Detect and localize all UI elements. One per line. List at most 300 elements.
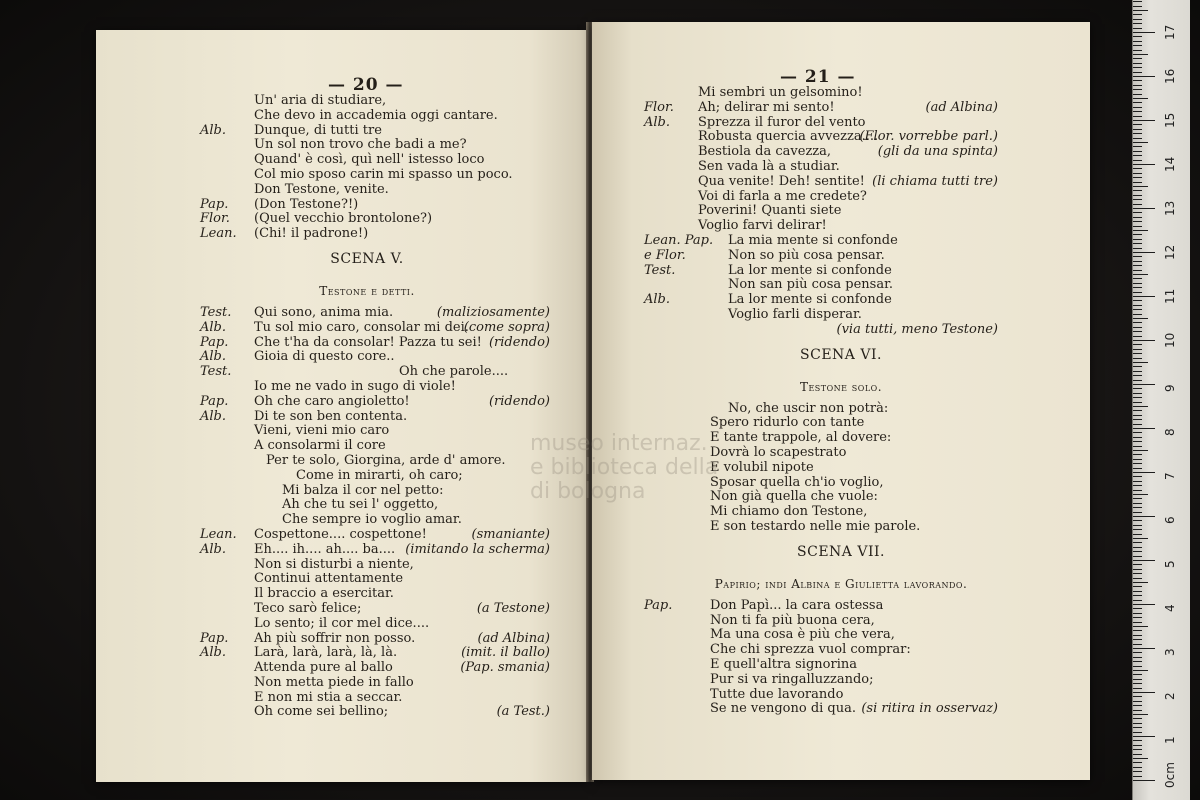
ruler-tick bbox=[1133, 256, 1142, 257]
verse-line bbox=[592, 190, 1090, 205]
ruler-label: 15 bbox=[1163, 112, 1177, 128]
stage-direction: (come sopra) bbox=[463, 319, 550, 335]
verse-text: Voi di farla a me credete? bbox=[698, 188, 867, 204]
stage-direction: (ridendo) bbox=[488, 393, 550, 409]
verse-line bbox=[96, 602, 588, 617]
verse-text: La lor mente si confonde bbox=[728, 292, 892, 308]
verse-text: Non si disturbi a niente, bbox=[254, 556, 414, 572]
verse-text: Cospettone.... cospettone! bbox=[254, 526, 427, 542]
speaker-name: Flor. bbox=[644, 99, 674, 115]
ruler-tick bbox=[1133, 459, 1142, 460]
speaker-name: Pap. bbox=[200, 334, 229, 350]
verse-line bbox=[592, 101, 1090, 116]
ruler-tick bbox=[1133, 762, 1142, 763]
stage-direction: (li chiama tutti tre) bbox=[872, 173, 998, 189]
ruler-tick bbox=[1133, 454, 1142, 455]
verse-text: Se ne vengono di qua. bbox=[710, 701, 857, 717]
ruler-tick bbox=[1133, 714, 1148, 715]
verse-text: Col mio sposo carin mi spasso un poco. bbox=[254, 166, 513, 182]
ruler-tick bbox=[1133, 600, 1142, 601]
ruler-tick bbox=[1133, 230, 1148, 231]
ruler-tick bbox=[1133, 402, 1142, 403]
verse-text: Il braccio a esercitar. bbox=[254, 586, 394, 602]
ruler-tick bbox=[1133, 54, 1148, 55]
ruler-label: 2 bbox=[1163, 692, 1177, 700]
scene-heading: SCENA VII. bbox=[797, 543, 885, 560]
verse-line bbox=[592, 116, 1090, 131]
verse-text: E volubil nipote bbox=[710, 459, 814, 475]
ruler-tick bbox=[1133, 204, 1142, 205]
ruler-tick bbox=[1133, 239, 1142, 240]
verse-line bbox=[96, 632, 588, 647]
verse-text: Che devo in accademia oggi cantare. bbox=[254, 107, 498, 123]
speaker-name: Lean. bbox=[200, 526, 237, 542]
ruler-tick bbox=[1133, 679, 1142, 680]
ruler-tick bbox=[1133, 617, 1142, 618]
verse-text: Non già quella che vuole: bbox=[710, 489, 878, 505]
verse-line bbox=[96, 705, 588, 720]
verse-text: Ah che tu sei l' oggetto, bbox=[282, 497, 439, 513]
ruler-tick bbox=[1133, 89, 1142, 90]
ruler-tick bbox=[1133, 32, 1155, 33]
speaker-name: Pap. bbox=[200, 630, 229, 646]
stage-direction: (ad Albina) bbox=[925, 99, 998, 115]
verse-line bbox=[96, 168, 588, 183]
ruler-tick bbox=[1133, 292, 1142, 293]
speaker-name: Test. bbox=[644, 262, 676, 278]
verse-text: Bestiola da cavezza, bbox=[698, 144, 832, 160]
ruler-tick bbox=[1133, 102, 1142, 103]
speaker-name: Alb. bbox=[200, 349, 226, 365]
scene-characters: Papirio; indi Albina e Giulietta lavorando. bbox=[714, 576, 968, 591]
ruler-tick bbox=[1133, 168, 1142, 169]
verse-line bbox=[96, 484, 588, 499]
ruler-label: 9 bbox=[1163, 384, 1177, 392]
verse-line bbox=[96, 587, 588, 602]
verse-line bbox=[592, 416, 1090, 431]
stage-direction: (Flor. vorrebbe parl.) bbox=[859, 129, 998, 145]
verse-line bbox=[96, 395, 588, 410]
verse-line bbox=[96, 410, 588, 425]
ruler-tick bbox=[1133, 67, 1142, 68]
left-page-text bbox=[96, 94, 588, 720]
verse-text: Oh che parole.... bbox=[399, 364, 509, 380]
verse-text: Non so più cosa pensar. bbox=[728, 247, 885, 263]
verse-line bbox=[96, 676, 588, 691]
ruler-tick bbox=[1133, 6, 1142, 7]
ruler-tick bbox=[1133, 604, 1155, 605]
ruler-tick bbox=[1133, 199, 1142, 200]
ruler-tick bbox=[1133, 362, 1148, 363]
ruler-tick bbox=[1133, 234, 1142, 235]
ruler-tick bbox=[1133, 688, 1142, 689]
stage-direction: (gli da una spinta) bbox=[877, 144, 998, 160]
ruler-label: 8 bbox=[1163, 428, 1177, 436]
ruler-tick bbox=[1133, 648, 1155, 649]
ruler-tick bbox=[1133, 124, 1142, 125]
speaker-name: Lean. bbox=[200, 226, 237, 242]
ruler-tick bbox=[1133, 547, 1142, 548]
ruler-tick bbox=[1133, 674, 1142, 675]
ruler-tick bbox=[1133, 630, 1142, 631]
verse-line bbox=[592, 643, 1090, 658]
verse-line bbox=[96, 572, 588, 587]
verse-line bbox=[592, 145, 1090, 160]
ruler-tick bbox=[1133, 182, 1142, 183]
ruler-label: 5 bbox=[1163, 560, 1177, 568]
verse-line bbox=[96, 227, 588, 242]
verse-text: Un' aria di studiare, bbox=[254, 93, 387, 108]
verse-text: (Quel vecchio brontolone?) bbox=[254, 211, 433, 227]
ruler-tick bbox=[1133, 498, 1142, 499]
ruler-tick bbox=[1133, 10, 1148, 11]
verse-text: Come in mirarti, oh caro; bbox=[296, 467, 463, 483]
ruler-tick bbox=[1133, 516, 1155, 517]
ruler-tick bbox=[1133, 507, 1142, 508]
verse-text: Oh che caro angioletto! bbox=[254, 393, 410, 409]
verse-line bbox=[592, 130, 1090, 145]
verse-text: E tante trappole, al dovere: bbox=[710, 430, 892, 446]
ruler-tick bbox=[1133, 723, 1142, 724]
ruler-tick bbox=[1133, 14, 1142, 15]
verse-text: Di te son ben contenta. bbox=[254, 408, 408, 424]
ruler-label: 4 bbox=[1163, 604, 1177, 612]
ruler-tick bbox=[1133, 212, 1142, 213]
verse-text: Tu sol mio caro, consolar mi dei. bbox=[254, 319, 469, 335]
verse-text: Qui sono, anima mia. bbox=[254, 304, 394, 320]
ruler-tick bbox=[1133, 358, 1142, 359]
verse-line bbox=[96, 513, 588, 528]
ruler-tick bbox=[1133, 296, 1155, 297]
ruler-tick bbox=[1133, 380, 1142, 381]
verse-line bbox=[96, 350, 588, 365]
ruler-tick bbox=[1133, 221, 1142, 222]
ruler-tick bbox=[1133, 529, 1142, 530]
ruler-tick bbox=[1133, 542, 1142, 543]
ruler-tick bbox=[1133, 160, 1142, 161]
ruler-tick bbox=[1133, 208, 1155, 209]
ruler-label: 7 bbox=[1163, 472, 1177, 480]
verse-line bbox=[592, 234, 1090, 249]
stage-direction: (smaniante) bbox=[471, 526, 550, 542]
ruler-tick bbox=[1133, 692, 1155, 693]
verse-line bbox=[96, 365, 588, 380]
ruler-tick bbox=[1133, 556, 1142, 557]
ruler-tick bbox=[1133, 133, 1142, 134]
verse-text: (Don Testone?!) bbox=[254, 196, 359, 212]
speaker-name: Alb. bbox=[200, 319, 226, 335]
verse-line bbox=[96, 380, 588, 395]
ruler-tick bbox=[1133, 595, 1142, 596]
verse-line bbox=[96, 661, 588, 676]
verse-text: Pur si va ringalluzzando; bbox=[710, 671, 874, 687]
verse-text: Io me ne vado in sugo di viole! bbox=[254, 378, 456, 394]
ruler-tick bbox=[1133, 780, 1155, 781]
stage-direction: (a Test.) bbox=[496, 704, 550, 720]
verse-line bbox=[96, 558, 588, 573]
ruler-tick bbox=[1133, 248, 1142, 249]
verse-text: E son testardo nelle mie parole. bbox=[710, 518, 921, 534]
scene-heading: SCENA V. bbox=[330, 250, 404, 267]
ruler-label: 16 bbox=[1163, 68, 1177, 84]
speaker-name: Alb. bbox=[200, 541, 226, 557]
ruler-tick bbox=[1133, 331, 1142, 332]
ruler-tick bbox=[1133, 217, 1142, 218]
ruler-tick bbox=[1133, 591, 1142, 592]
ruler-tick bbox=[1133, 534, 1142, 535]
ruler-tick bbox=[1133, 305, 1142, 306]
verse-line bbox=[96, 198, 588, 213]
ruler-tick bbox=[1133, 406, 1148, 407]
verse-line bbox=[96, 153, 588, 168]
ruler-tick bbox=[1133, 771, 1142, 772]
verse-text: Un sol non trovo che badi a me? bbox=[254, 137, 467, 153]
ruler-tick bbox=[1133, 745, 1142, 746]
verse-text: Mi sembri un gelsomino! bbox=[698, 85, 863, 100]
ruler-tick bbox=[1133, 463, 1142, 464]
ruler-tick bbox=[1133, 173, 1142, 174]
verse-line bbox=[96, 212, 588, 227]
ruler-tick bbox=[1133, 344, 1142, 345]
ruler-tick bbox=[1133, 138, 1142, 139]
ruler-tick bbox=[1133, 28, 1142, 29]
ruler-tick bbox=[1133, 481, 1142, 482]
ruler-tick bbox=[1133, 116, 1142, 117]
ruler-tick bbox=[1133, 151, 1142, 152]
ruler-tick bbox=[1133, 63, 1142, 64]
ruler-tick bbox=[1133, 186, 1148, 187]
ruler-tick bbox=[1133, 573, 1142, 574]
ruler-tick bbox=[1133, 270, 1142, 271]
verse-text: No, che uscir non potrà: bbox=[728, 400, 889, 416]
verse-text: Lo sento; il cor mel dice.... bbox=[254, 615, 430, 631]
watermark-line: e biblioteca della bbox=[530, 455, 719, 480]
ruler-tick bbox=[1133, 538, 1148, 539]
ruler-tick bbox=[1133, 551, 1142, 552]
ruler-label: 1 bbox=[1163, 736, 1177, 744]
speaker-name: Alb. bbox=[200, 645, 226, 661]
verse-line bbox=[96, 124, 588, 139]
verse-text: Non ti fa più buona cera, bbox=[710, 612, 875, 628]
ruler-tick bbox=[1133, 564, 1142, 565]
ruler-tick bbox=[1133, 652, 1142, 653]
ruler-tick bbox=[1133, 569, 1142, 570]
right-page-text bbox=[592, 86, 1090, 717]
verse-line bbox=[96, 528, 588, 543]
verse-text: La lor mente si confonde bbox=[728, 262, 892, 278]
ruler-tick bbox=[1133, 419, 1142, 420]
verse-text: A consolarmi il core bbox=[254, 438, 386, 454]
ruler-tick bbox=[1133, 437, 1142, 438]
verse-text: Gioia di questo core.. bbox=[254, 349, 395, 365]
ruler-tick bbox=[1133, 472, 1155, 473]
ruler-tick bbox=[1133, 50, 1142, 51]
ruler-tick bbox=[1133, 397, 1142, 398]
ruler-label: 17 bbox=[1163, 24, 1177, 40]
ruler-tick bbox=[1133, 252, 1155, 253]
verse-text: Eh.... ih.... ah.... ba.... bbox=[254, 541, 396, 557]
ruler-tick bbox=[1133, 80, 1142, 81]
ruler-tick bbox=[1133, 415, 1142, 416]
ruler-tick bbox=[1133, 696, 1142, 697]
ruler-tick bbox=[1133, 758, 1148, 759]
ruler-tick bbox=[1133, 94, 1142, 95]
verse-text: Attenda pure al ballo bbox=[254, 660, 393, 676]
verse-text: Spero ridurlo con tante bbox=[710, 415, 865, 431]
ruler-tick bbox=[1133, 476, 1142, 477]
verse-text: Mi balza il cor nel petto: bbox=[282, 482, 444, 498]
left-page bbox=[96, 30, 588, 782]
ruler-tick bbox=[1133, 718, 1142, 719]
verse-line bbox=[592, 219, 1090, 234]
verse-line bbox=[592, 628, 1090, 643]
verse-line bbox=[96, 336, 588, 351]
verse-text: Larà, larà, larà, là, là. bbox=[254, 645, 398, 661]
stage-direction: (Pap. smania) bbox=[460, 660, 550, 676]
ruler-tick bbox=[1133, 309, 1142, 310]
ruler-tick bbox=[1133, 503, 1142, 504]
verse-text: Oh come sei bellino; bbox=[254, 704, 389, 720]
speaker-name: Pap. bbox=[200, 196, 229, 212]
verse-line bbox=[96, 94, 588, 109]
verse-line bbox=[592, 175, 1090, 190]
ruler-tick bbox=[1133, 732, 1142, 733]
ruler-tick bbox=[1133, 512, 1142, 513]
speaker-name: Test. bbox=[200, 304, 232, 320]
verse-text: Sen vada là a studiar. bbox=[698, 158, 840, 174]
verse-line bbox=[592, 599, 1090, 614]
verse-line bbox=[592, 402, 1090, 417]
ruler-tick bbox=[1133, 490, 1142, 491]
page-number: — 21 — bbox=[780, 67, 856, 87]
ruler-tick bbox=[1133, 736, 1155, 737]
ruler-label: 6 bbox=[1163, 516, 1177, 524]
ruler-tick bbox=[1133, 710, 1142, 711]
ruler-tick bbox=[1133, 644, 1142, 645]
ruler-tick bbox=[1133, 666, 1142, 667]
verse-text: Qua venite! Deh! sentite! bbox=[698, 173, 865, 189]
ruler-tick bbox=[1133, 635, 1142, 636]
ruler-tick bbox=[1133, 670, 1148, 671]
ruler-label: 14 bbox=[1163, 156, 1177, 172]
ruler-tick bbox=[1133, 613, 1142, 614]
measuring-ruler bbox=[1132, 0, 1190, 800]
ruler-tick bbox=[1133, 441, 1142, 442]
ruler-tick bbox=[1133, 432, 1142, 433]
ruler-tick bbox=[1133, 371, 1142, 372]
verse-text: Per te solo, Giorgina, arde d' amore. bbox=[266, 452, 506, 468]
verse-line bbox=[96, 306, 588, 321]
verse-text: Quand' è così, quì nell' istesso loco bbox=[254, 152, 485, 168]
speaker-name: Test. bbox=[200, 364, 232, 380]
ruler-tick bbox=[1133, 314, 1142, 315]
ruler-tick bbox=[1133, 19, 1142, 20]
ruler-tick bbox=[1133, 578, 1142, 579]
ruler-label: 11 bbox=[1163, 288, 1177, 304]
verse-line bbox=[96, 617, 588, 632]
verse-line bbox=[592, 702, 1090, 717]
verse-line bbox=[96, 454, 588, 469]
verse-line bbox=[592, 520, 1090, 535]
verse-text: Poverini! Quanti siete bbox=[698, 203, 842, 219]
speaker-name: Flor. bbox=[200, 211, 230, 227]
ruler-tick bbox=[1133, 45, 1142, 46]
verse-text: Teco sarò felice; bbox=[254, 600, 362, 616]
verse-line bbox=[592, 204, 1090, 219]
ruler-tick bbox=[1133, 560, 1155, 561]
verse-text: Non san più cosa pensar. bbox=[728, 277, 894, 293]
ruler-tick bbox=[1133, 195, 1142, 196]
ruler-tick bbox=[1133, 349, 1142, 350]
ruler-tick bbox=[1133, 58, 1142, 59]
ruler-tick bbox=[1133, 120, 1155, 121]
ruler-tick bbox=[1133, 525, 1142, 526]
verse-line bbox=[96, 469, 588, 484]
ruler-tick bbox=[1133, 129, 1142, 130]
ruler-tick bbox=[1133, 520, 1142, 521]
verse-text: Dovrà lo scapestrato bbox=[710, 444, 847, 460]
scene-characters: Testone solo. bbox=[799, 379, 883, 394]
verse-text: Robusta quercia avvezza.... bbox=[698, 129, 879, 145]
ruler-tick bbox=[1133, 85, 1142, 86]
ruler-tick bbox=[1133, 586, 1142, 587]
verse-line bbox=[592, 86, 1090, 101]
verse-line bbox=[592, 264, 1090, 279]
verse-text: E non mi stia a seccar. bbox=[254, 689, 403, 705]
ruler-tick bbox=[1133, 705, 1142, 706]
verse-line bbox=[592, 505, 1090, 520]
verse-text: Tutte due lavorando bbox=[710, 686, 844, 702]
ruler-label: 13 bbox=[1163, 200, 1177, 216]
ruler-tick bbox=[1133, 657, 1142, 658]
verse-line bbox=[592, 688, 1090, 703]
ruler-tick bbox=[1133, 340, 1155, 341]
verse-text: Dunque, di tutti tre bbox=[254, 122, 382, 138]
ruler-tick bbox=[1133, 278, 1142, 279]
speaker-name: Alb. bbox=[644, 114, 670, 130]
ruler-tick bbox=[1133, 111, 1142, 112]
ruler-tick bbox=[1133, 318, 1148, 319]
watermark-line: di bologna bbox=[530, 479, 646, 504]
verse-line bbox=[96, 439, 588, 454]
verse-text: Ah; delirar mi sento! bbox=[698, 99, 835, 115]
ruler-tick bbox=[1133, 375, 1142, 376]
verse-line bbox=[592, 323, 1090, 338]
ruler-tick bbox=[1133, 424, 1142, 425]
ruler-tick bbox=[1133, 485, 1142, 486]
verse-text: Sprezza il furor del vento bbox=[698, 114, 866, 130]
ruler-tick bbox=[1133, 388, 1142, 389]
ruler-tick bbox=[1133, 265, 1142, 266]
verse-line bbox=[592, 249, 1090, 264]
ruler-tick bbox=[1133, 366, 1142, 367]
ruler-tick bbox=[1133, 639, 1142, 640]
stage-direction: (via tutti, meno Testone) bbox=[836, 321, 998, 337]
verse-text: Ma una cosa è più che vera, bbox=[710, 627, 895, 643]
ruler-tick bbox=[1133, 287, 1142, 288]
stage-direction: (ridendo) bbox=[488, 334, 550, 350]
ruler-tick bbox=[1133, 142, 1148, 143]
ruler-tick bbox=[1133, 749, 1142, 750]
ruler-tick bbox=[1133, 146, 1142, 147]
ruler-tick bbox=[1133, 410, 1142, 411]
ruler-tick bbox=[1133, 164, 1155, 165]
verse-text: Che sempre io voglio amar. bbox=[282, 512, 462, 528]
stage-direction: (a Testone) bbox=[476, 600, 550, 616]
ruler-tick bbox=[1133, 41, 1142, 42]
verse-text: Che chi sprezza vuol comprar: bbox=[710, 642, 911, 658]
verse-text: Non metta piede in fallo bbox=[254, 674, 414, 690]
